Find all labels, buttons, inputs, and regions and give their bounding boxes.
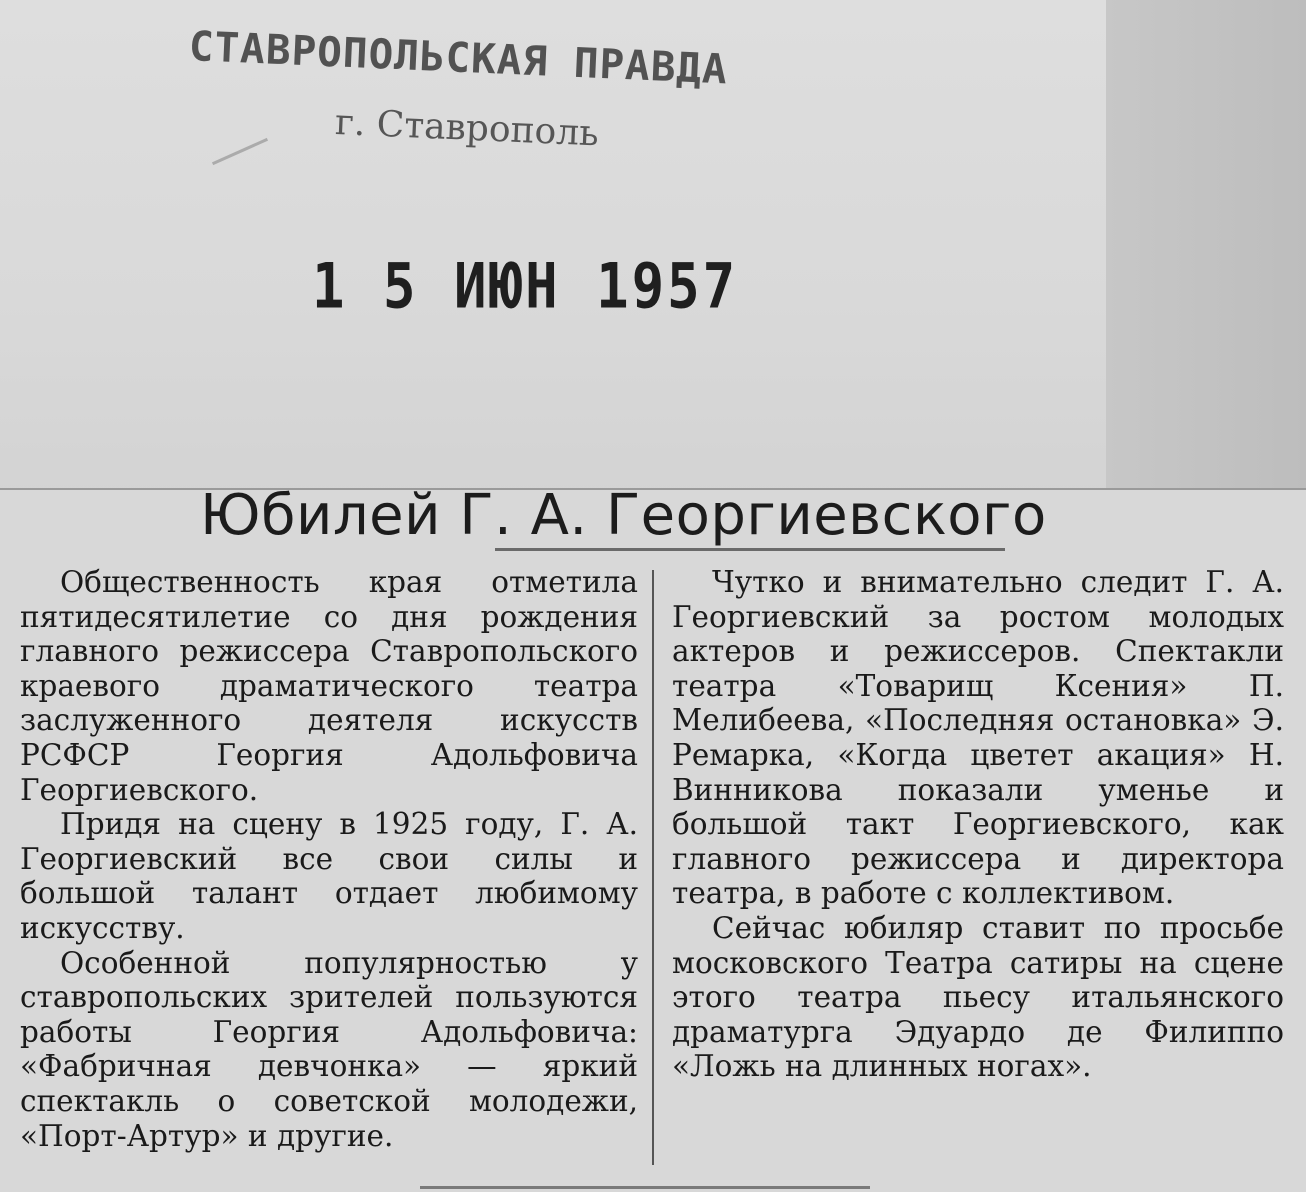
date-stamp: 1 5 ИЮН 1957 (312, 250, 739, 323)
article-right-column (672, 565, 1284, 1084)
newspaper-name-stamp: СТАВРОПОЛЬСКАЯ ПРАВДА (187, 22, 729, 94)
column-divider (652, 570, 654, 1165)
paragraph: Чутко и внимательно следит Г. А. Георгиевский за ростом молодых актеров и режиссеров. Спектакли театра «Товарищ Ксения» П. Мелибеева, «Последняя остановка» Э. Ремарка, «Когда цветет акация» Н. Винникова показали уменье и большой такт Георгиевского, как главного режиссера и директора театра, в работе с коллективом. (672, 565, 1284, 911)
headline-underline (495, 548, 1005, 551)
paragraph: Сейчас юбиляр ставит по просьбе московского Театра сатиры на сцене этого театра пьесу итальянского драматурга Эдуардо де Филиппо «Ложь на длинных ногах». (672, 910, 1284, 1084)
article-headline: Юбилей Г. А. Георгиевского (200, 483, 1047, 548)
paragraph: Придя на сцену в 1925 году, Г. А. Георгиевский все свои силы и большой талант отдает любимому искусству. (20, 807, 638, 945)
bottom-rule (420, 1186, 870, 1189)
paragraph: Общественность края отметила пятидесятилетие со дня рождения главного режиссера Ставропольского краевого драматического театра заслуженного деятеля искусств РСФСР Георгия Адольфовича Георгиевского. (20, 565, 638, 807)
city-stamp: г. Ставрополь (334, 102, 600, 155)
sheet-edge (1106, 0, 1306, 500)
paragraph: Особенной популярностью у ставропольских зрителей пользуются работы Георгия Адольфовича: «Фабричная девчонка» — яркий спектакль о советской молодежи, «Порт-Артур» и другие. (20, 945, 638, 1153)
article-left-column (20, 565, 638, 1153)
